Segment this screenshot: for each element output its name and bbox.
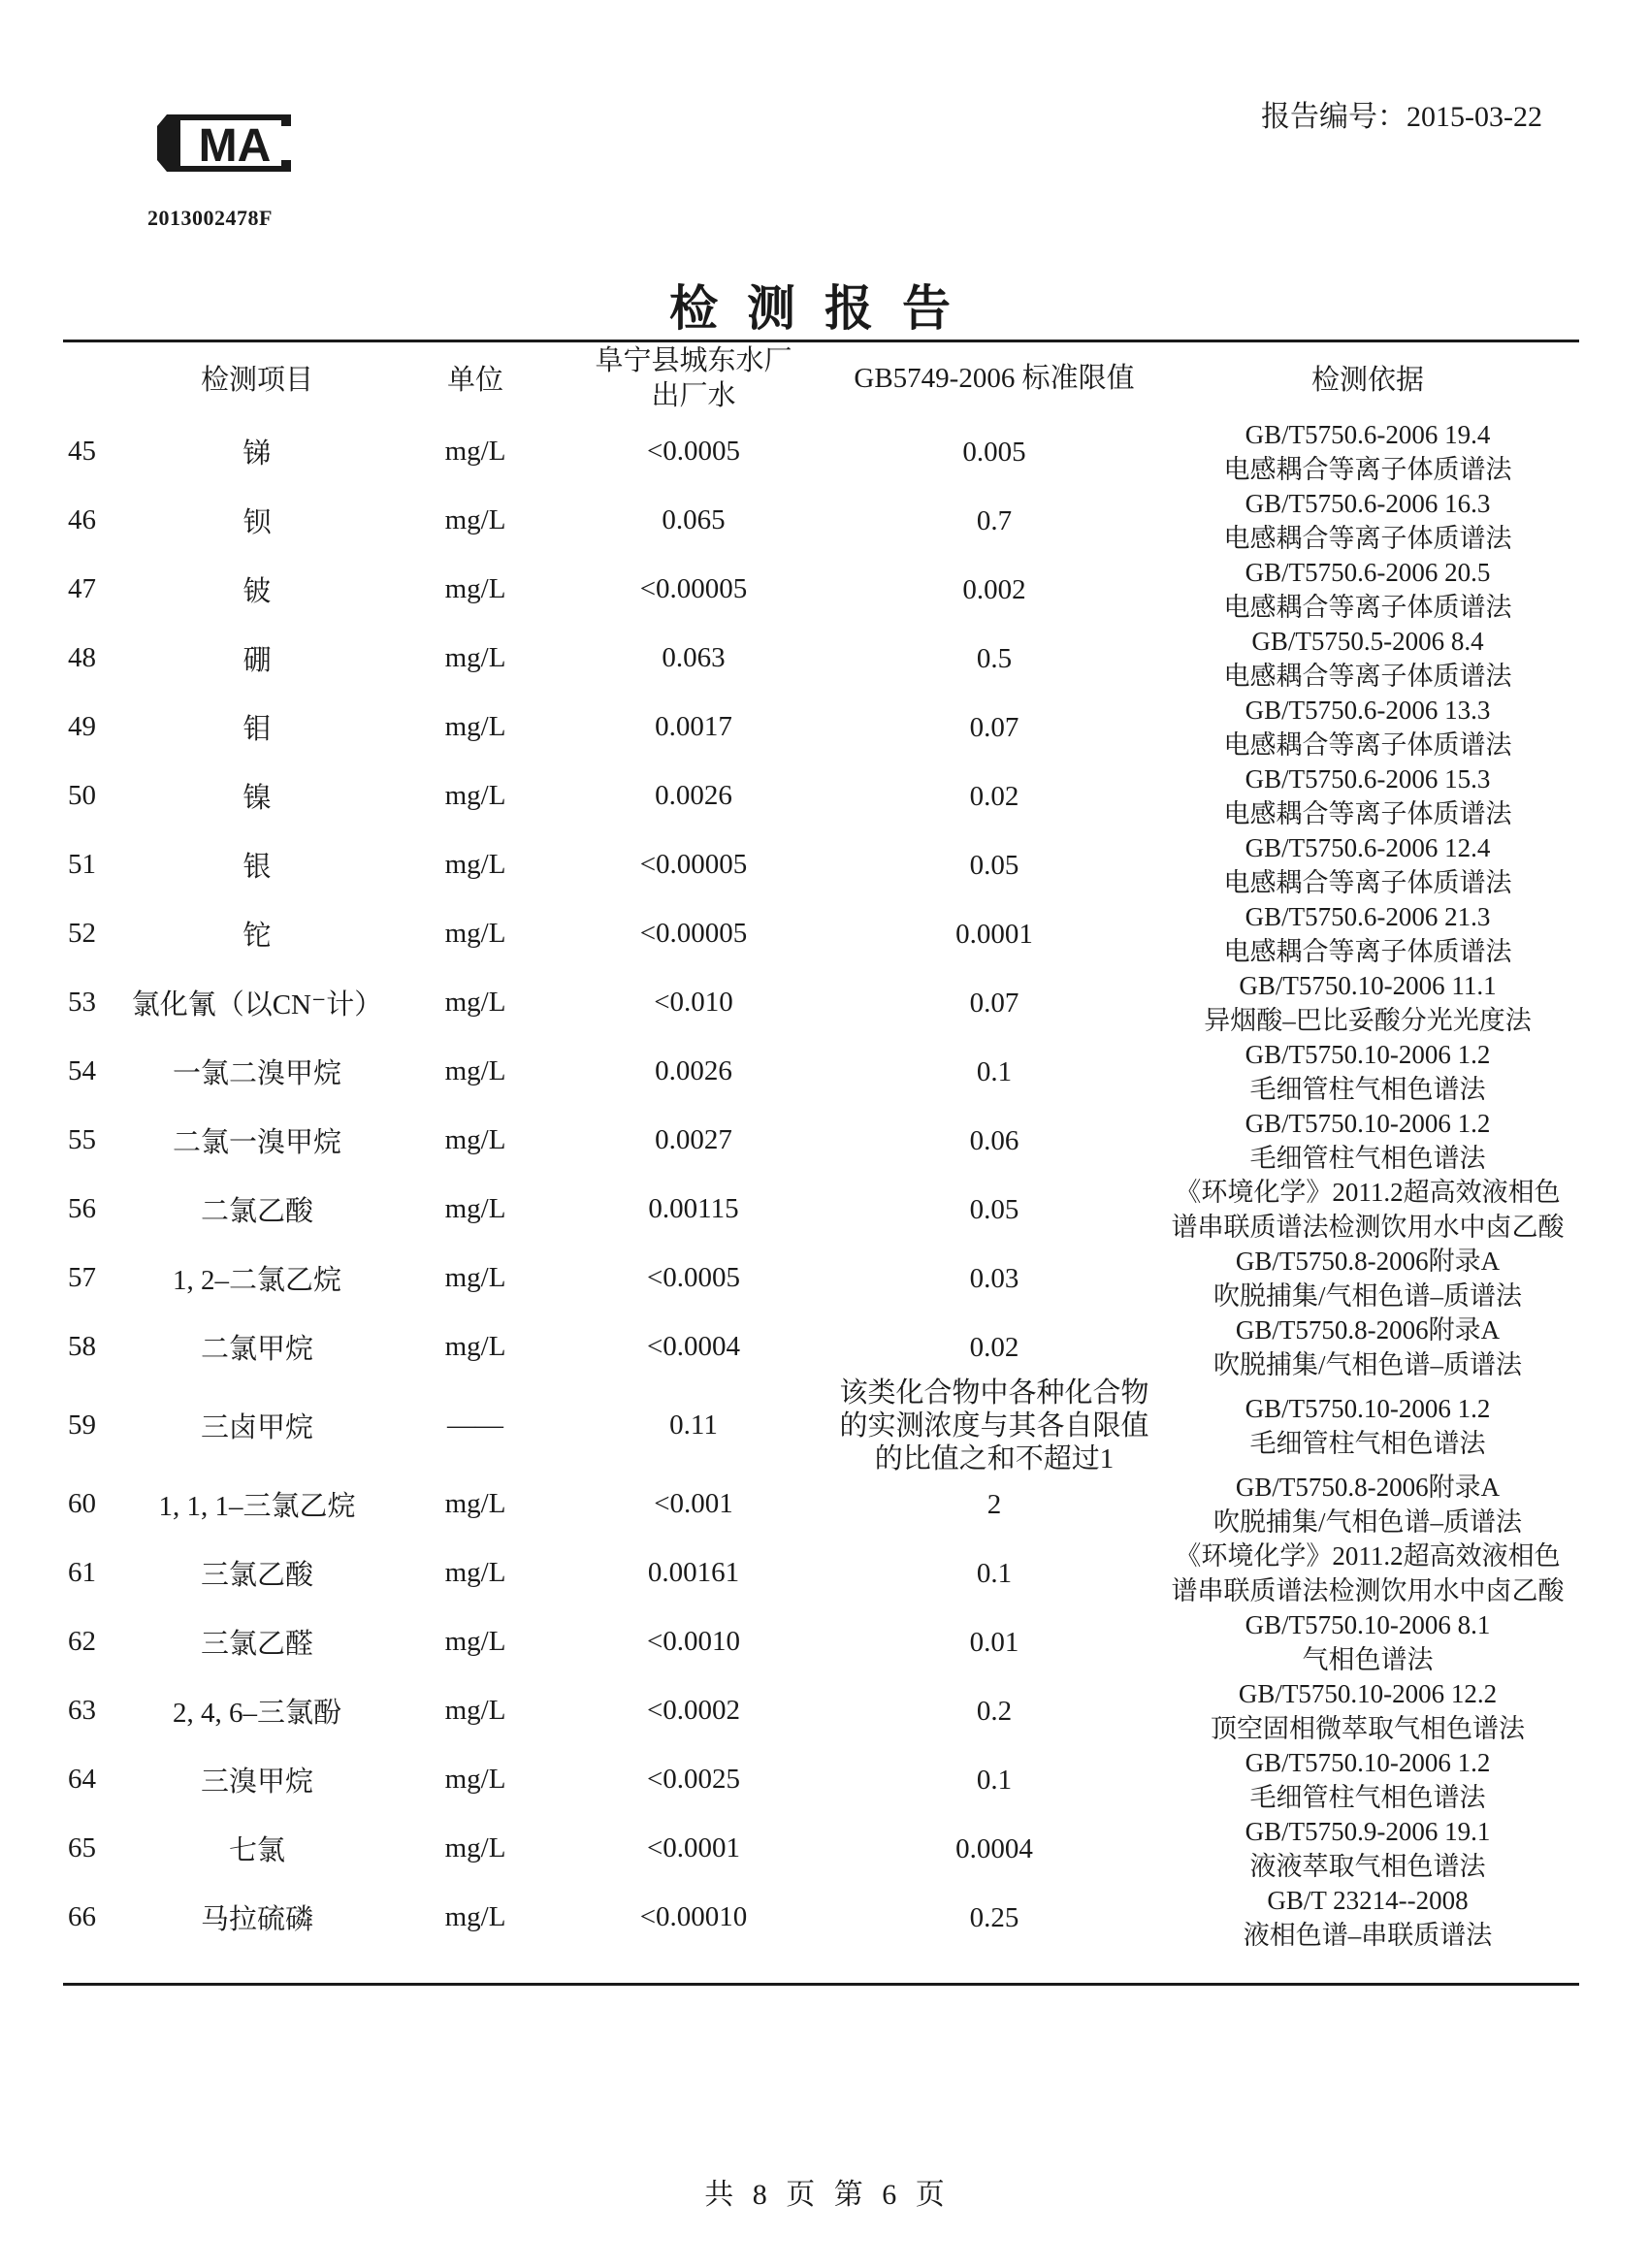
row-basis-line: 电感耦合等离子体质谱法 [1223,798,1512,828]
column-header-sample-line1: 阜宁县城东水厂 [595,345,792,376]
row-basis [1145,486,1591,555]
row-item: 二氯甲烷 [200,1334,313,1365]
certificate-number: 2013002478F [147,206,273,230]
table-header [0,343,1649,417]
row-unit: mg/L [444,1764,506,1795]
row-limit: 0.7 [976,504,1013,536]
row-basis [1145,761,1591,830]
row-basis-line: GB/T5750.5-2006 8.4 [1251,626,1484,656]
row-value: <0.00005 [639,573,748,604]
row-basis [1145,1037,1591,1106]
column-header-basis: 检测依据 [1310,365,1424,396]
row-item: 2, 4, 6–三氯酚 [172,1698,341,1729]
row-basis-line: GB/T5750.10-2006 1.2 [1245,1393,1491,1423]
row-basis-line: 电感耦合等离子体质谱法 [1223,592,1512,622]
row-item: 镍 [242,783,272,814]
row-value: <0.0002 [646,1695,741,1726]
row-basis [1145,1381,1591,1470]
row-limit: 该类化合物中各种化合物的实测浓度与其各自限值的比值之和不超过1 [839,1377,1149,1474]
row-basis-line: GB/T5750.10-2006 11.1 [1239,970,1497,1000]
row-basis [1145,1883,1591,1952]
row-number: 60 [68,1488,96,1519]
row-value: <0.010 [654,987,733,1018]
row-basis-line: GB/T5750.6-2006 20.5 [1245,557,1491,587]
row-item: 二氯一溴甲烷 [172,1127,341,1158]
row-number: 55 [68,1124,96,1155]
row-number: 57 [68,1262,96,1293]
row-basis-line: 异烟酸–巴比妥酸分光光度法 [1204,1005,1532,1035]
row-item: 硼 [242,645,272,676]
row-unit: mg/L [444,504,506,535]
row-item: 三氯乙醛 [200,1629,313,1660]
row-basis [1145,1175,1591,1244]
row-basis-line: 谱串联质谱法检测饮用水中卤乙酸 [1171,1575,1565,1605]
column-header-sample-line2: 出厂水 [651,380,736,411]
row-limit: 0.05 [969,849,1019,881]
row-unit: mg/L [444,1695,506,1726]
row-unit: mg/L [444,1832,506,1863]
row-limit: 0.06 [969,1124,1019,1156]
table-row [0,830,1649,899]
row-value: 0.0017 [655,711,732,742]
row-basis [1145,1539,1591,1607]
row-basis [1145,1745,1591,1814]
row-number: 51 [68,849,96,880]
row-basis-line: GB/T5750.9-2006 19.1 [1245,1816,1491,1846]
row-basis-line: GB/T5750.8-2006附录A [1235,1314,1501,1345]
row-limit: 0.02 [969,1331,1019,1363]
row-value: 0.00161 [647,1557,740,1588]
row-value: <0.0005 [646,436,741,467]
row-limit: 0.05 [969,1193,1019,1225]
row-unit: mg/L [444,780,506,811]
row-basis-line: GB/T5750.6-2006 12.4 [1245,832,1491,862]
row-unit: mg/L [444,436,506,467]
row-basis-line: GB/T5750.6-2006 19.4 [1245,419,1491,449]
row-unit: mg/L [444,1626,506,1657]
table-row [0,486,1649,555]
row-value: <0.00005 [639,918,748,949]
table-top-rule [63,340,1579,342]
row-basis-line: GB/T5750.10-2006 8.1 [1245,1609,1491,1639]
row-basis [1145,1312,1591,1381]
row-limit: 0.005 [962,436,1026,468]
column-header-unit: 单位 [446,365,503,396]
row-item: 钡 [242,507,272,538]
row-item: 一氯二溴甲烷 [172,1058,341,1089]
row-limit: 0.1 [976,1557,1013,1589]
row-basis [1145,693,1591,761]
row-basis-line: 毛细管柱气相色谱法 [1249,1143,1486,1173]
cma-logo [146,107,310,179]
table-row [0,624,1649,693]
row-basis-line: 吹脱捕集/气相色谱–质谱法 [1212,1349,1522,1379]
row-item: 铍 [242,576,272,607]
row-basis [1145,968,1591,1037]
row-item: 钼 [242,714,272,745]
table-row [0,693,1649,761]
table-row [0,1106,1649,1175]
row-limit: 0.01 [969,1626,1019,1658]
row-number: 56 [68,1193,96,1224]
row-basis [1145,1470,1591,1539]
table-row [0,1470,1649,1539]
table-row [0,1814,1649,1883]
row-value: <0.0001 [646,1832,741,1863]
row-basis-line: 电感耦合等离子体质谱法 [1223,867,1512,897]
row-basis-line: GB/T5750.10-2006 1.2 [1245,1747,1491,1777]
row-unit: —— [447,1409,503,1441]
table-row [0,555,1649,624]
row-basis [1145,1814,1591,1883]
row-number: 62 [68,1626,96,1657]
row-value: 0.00115 [648,1193,739,1224]
row-basis-line: 电感耦合等离子体质谱法 [1223,454,1512,484]
row-item: 1, 1, 1–三氯乙烷 [158,1491,356,1522]
row-basis [1145,899,1591,968]
row-limit: 0.002 [962,573,1026,605]
row-basis-line: 电感耦合等离子体质谱法 [1223,936,1512,966]
row-number: 50 [68,780,96,811]
row-value: 0.0026 [655,1055,732,1086]
row-unit: mg/L [444,987,506,1018]
row-basis-line: GB/T5750.10-2006 1.2 [1245,1108,1491,1138]
row-value: <0.0004 [646,1331,741,1362]
row-number: 64 [68,1764,96,1795]
row-basis-line: 吹脱捕集/气相色谱–质谱法 [1212,1280,1522,1311]
row-basis-line: 电感耦合等离子体质谱法 [1223,661,1512,691]
row-basis-line: GB/T5750.10-2006 12.2 [1238,1678,1498,1708]
row-limit: 0.2 [976,1695,1013,1727]
row-unit: mg/L [444,1488,506,1519]
row-number: 54 [68,1055,96,1086]
row-limit: 0.07 [969,711,1019,743]
row-unit: mg/L [444,918,506,949]
cma-logo-text: MA [198,120,272,172]
row-value: 0.065 [662,504,726,535]
row-limit: 0.5 [976,642,1013,674]
row-item: 1, 2–二氯乙烷 [172,1265,341,1296]
row-basis [1145,1106,1591,1175]
row-number: 52 [68,918,96,949]
row-basis-line: 吹脱捕集/气相色谱–质谱法 [1212,1507,1522,1537]
row-basis [1145,1244,1591,1312]
row-basis-line: GB/T5750.8-2006附录A [1235,1246,1501,1276]
table-row [0,761,1649,830]
row-unit: mg/L [444,711,506,742]
row-unit: mg/L [444,1262,506,1293]
row-value: <0.0005 [646,1262,741,1293]
row-number: 45 [68,436,96,467]
row-limit: 2 [986,1488,1002,1520]
row-basis-line: 电感耦合等离子体质谱法 [1223,729,1512,760]
table-row [0,1607,1649,1676]
row-value: 0.0026 [655,780,732,811]
report-number: 报告编号：2015-03-22 [1261,101,1542,133]
page-number: 共 8 页 第 6 页 [704,2179,945,2211]
row-item: 马拉硫磷 [200,1904,313,1935]
table-row [0,417,1649,486]
row-unit: mg/L [444,1331,506,1362]
row-limit: 0.03 [969,1262,1019,1294]
row-number: 59 [68,1409,96,1441]
row-limit: 0.07 [969,987,1019,1019]
row-basis-line: GB/T5750.6-2006 21.3 [1245,901,1491,931]
page-title: 检测报告 [669,281,980,336]
row-value: <0.00005 [639,849,748,880]
row-unit: mg/L [444,1557,506,1588]
row-item: 银 [242,852,272,883]
row-value: <0.0010 [646,1626,741,1657]
row-value: 0.063 [662,642,726,673]
row-basis-line: 《环境化学》2011.2超高效液相色 [1175,1177,1561,1207]
table-row [0,1745,1649,1814]
row-number: 48 [68,642,96,673]
row-item: 铊 [242,921,272,952]
row-basis-line: GB/T 23214--2008 [1267,1885,1469,1915]
row-basis [1145,1607,1591,1676]
row-number: 46 [68,504,96,535]
row-basis-line: 顶空固相微萃取气相色谱法 [1211,1713,1525,1743]
row-number: 47 [68,573,96,604]
row-item: 三溴甲烷 [200,1766,313,1798]
row-item: 三氯乙酸 [200,1560,313,1591]
table-row [0,1377,1649,1474]
table-row [0,1883,1649,1952]
row-limit: 0.0001 [955,918,1033,950]
row-item: 二氯乙酸 [200,1196,313,1227]
row-unit: mg/L [444,1055,506,1086]
table-row [0,1175,1649,1244]
row-basis-line: 毛细管柱气相色谱法 [1249,1428,1486,1458]
row-basis [1145,830,1591,899]
table-row [0,1244,1649,1312]
row-unit: mg/L [444,849,506,880]
row-basis-line: GB/T5750.6-2006 16.3 [1245,488,1491,518]
row-basis-line: 液液萃取气相色谱法 [1249,1851,1486,1881]
row-basis-line: GB/T5750.8-2006附录A [1235,1472,1501,1502]
row-basis [1145,417,1591,486]
row-item: 七氯 [228,1835,285,1866]
row-basis-line: 毛细管柱气相色谱法 [1249,1782,1486,1812]
row-limit: 0.1 [976,1764,1013,1796]
table-row [0,1312,1649,1381]
row-basis-line: GB/T5750.6-2006 15.3 [1245,763,1491,794]
row-number: 61 [68,1557,96,1588]
row-basis [1145,555,1591,624]
row-unit: mg/L [444,573,506,604]
row-number: 58 [68,1331,96,1362]
row-number: 53 [68,987,96,1018]
row-basis-line: 电感耦合等离子体质谱法 [1223,523,1512,553]
row-item: 氯化氰（以CN⁻计） [131,989,383,1021]
row-limit: 0.1 [976,1055,1013,1087]
row-basis [1145,1676,1591,1745]
column-header-limit: GB5749-2006 标准限值 [854,363,1135,394]
row-basis-line: GB/T5750.10-2006 1.2 [1245,1039,1491,1069]
column-header-item: 检测项目 [200,365,313,396]
column-header-sample [563,343,824,413]
row-value: 0.11 [669,1409,718,1441]
row-basis-line: 液相色谱–串联质谱法 [1243,1920,1493,1950]
row-number: 65 [68,1832,96,1863]
table-bottom-rule [63,1983,1579,1986]
row-basis-line: 气相色谱法 [1302,1644,1434,1674]
row-unit: mg/L [444,1193,506,1224]
row-number: 66 [68,1901,96,1932]
row-limit: 0.0004 [955,1832,1033,1864]
row-value: <0.0025 [646,1764,741,1795]
row-item: 锑 [242,438,272,470]
row-unit: mg/L [444,1124,506,1155]
row-unit: mg/L [444,642,506,673]
row-basis-line: 毛细管柱气相色谱法 [1249,1074,1486,1104]
row-limit: 0.25 [969,1901,1019,1933]
table-row [0,968,1649,1037]
table-row [0,1037,1649,1106]
table-row [0,1676,1649,1745]
row-value: 0.0027 [655,1124,732,1155]
row-basis-line: GB/T5750.6-2006 13.3 [1245,695,1491,725]
row-unit: mg/L [444,1901,506,1932]
row-item: 三卤甲烷 [200,1412,313,1443]
row-value: <0.001 [654,1488,733,1519]
table-row [0,1539,1649,1607]
table-row [0,899,1649,968]
row-number: 63 [68,1695,96,1726]
row-limit: 0.02 [969,780,1019,812]
row-basis-line: 谱串联质谱法检测饮用水中卤乙酸 [1171,1212,1565,1242]
row-basis-line: 《环境化学》2011.2超高效液相色 [1175,1540,1561,1571]
row-value: <0.00010 [639,1901,748,1932]
row-number: 49 [68,711,96,742]
row-basis [1145,624,1591,693]
